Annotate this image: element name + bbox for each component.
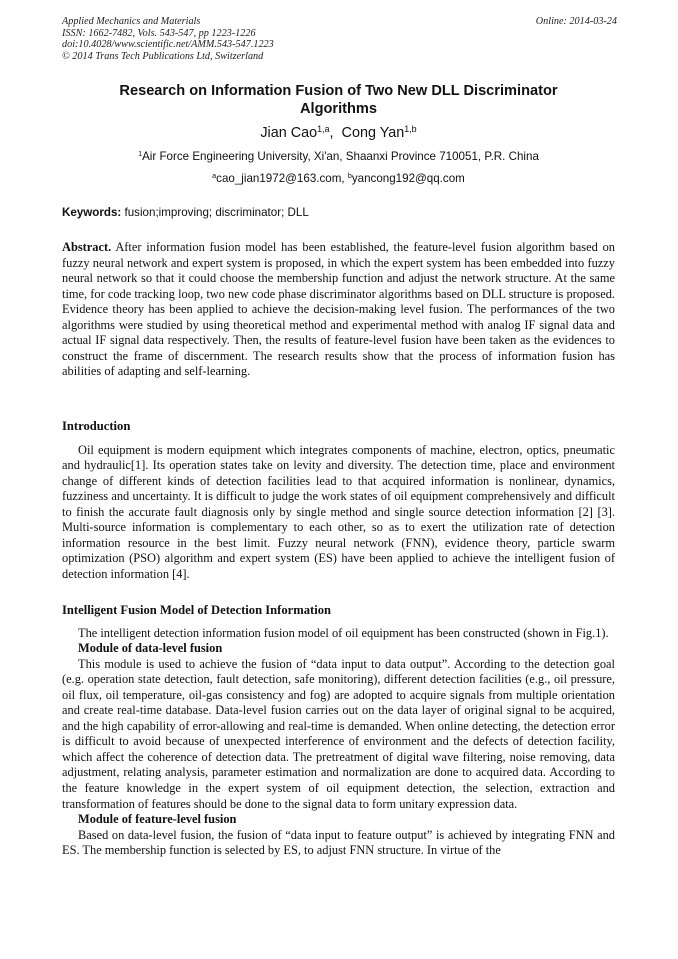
affiliation: [62, 150, 615, 164]
paragraph: The intelligent detection information fusion model of oil equipment has been constructed (shown in Fig.1).: [78, 625, 609, 640]
subsection-heading: Module of data-level fusion: [78, 641, 223, 656]
title-line-1: Research on Information Fusion of Two New DLL Discriminator: [119, 83, 558, 99]
author-affiliation-mark: 1,b: [404, 124, 417, 135]
author-list: [62, 124, 615, 142]
abstract-label: Abstract.: [62, 240, 112, 254]
subsection-heading: Module of feature-level fusion: [78, 812, 237, 827]
author-name: Jian Cao: [260, 125, 318, 141]
paragraph: Oil equipment is modern equipment which integrates components of machine, electron, optics, pneumatic and hydraulic[1]. Its operation states take on levity and diversity. The detection time, place and environment change of different kinds of detection facilities lead to that acquired information is nonlinear, dynamics, fuzziness and uncertainty. It is difficult to judge the work states of oil equipment comprehensively and difficult to finish the accurate fault diagnosis only by single method and single source detection information [2] [3]. Multi-source information is complementary to each other, so as to exert the utilization rate of detection information resource in the best limit. Fuzzy neural network (FNN), evidence theory, particle swarm optimization (PSO) algorithm and expert system (ES) have been applied to achieve the intelligent fusion of detection information [4].: [62, 442, 615, 581]
journal-header: [62, 16, 617, 62]
doi-line: doi:10.4028/www.scientific.net/AMM.543-547.1223: [62, 39, 274, 51]
online-date: Online: 2014-03-24: [535, 16, 617, 27]
introduction-section: [62, 419, 615, 582]
section-heading: Introduction: [62, 419, 131, 433]
issn-line: ISSN: 1662-7482, Vols. 543-547, pp 1223-1226: [62, 27, 256, 39]
journal-name: Applied Mechanics and Materials: [62, 16, 201, 27]
fusion-model-section: [62, 603, 615, 859]
email-mark: a: [212, 171, 217, 181]
author-affiliation-mark: 1,a: [317, 124, 330, 135]
title-line-2: Algorithms: [299, 101, 378, 117]
affiliation-mark: 1: [138, 149, 143, 159]
author-separator: ,: [329, 125, 342, 141]
email-address: cao_jian1972@163.com,: [216, 172, 348, 185]
abstract: [62, 240, 615, 380]
keywords: [62, 206, 615, 220]
copyright-line: © 2014 Trans Tech Publications Ltd, Switzerland: [62, 50, 264, 62]
keywords-label: Keywords:: [62, 206, 122, 219]
section-heading: Intelligent Fusion Model of Detection Information: [62, 603, 331, 617]
abstract-text: After information fusion model has been established, the feature-level fusion algorithm based on fuzzy neural network and expert system is proposed, in which the expert system has been embedded into fuzzy neural network so that it could choose the membership function and adjust the network structure. At the same time, for code tracking loop, two new code phase discriminator algorithms based on DLL structure is proposed. Evidence theory has been applied to achieve the decision-making level fusion. The performances of the two algorithms were studied by using theoretical method and experimental method with analog IF signal data and actual IF signal data respectively. Then, the results of feature-level fusion have been taken as the evidences to construct the frame of discernment. The research results show that the process of information fusion has abilities of adapting and self-learning.: [62, 240, 615, 379]
author-name: Cong Yan: [341, 125, 405, 141]
affiliation-text: Air Force Engineering University, Xi'an, Shaanxi Province 710051, P.R. China: [142, 150, 539, 163]
paragraph: Based on data-level fusion, the fusion of “data input to feature output” is achieved by integrating FNN and ES. The membership function is selected by ES, to adjust FNN structure. In virtue of the: [62, 827, 615, 858]
paragraph: This module is used to achieve the fusion of “data input to data output”. According to the detection goal (e.g. operation state detection, fault detection, safe monitoring), different detection facilities (e.g., oil pressure, oil flux, oil temperature, oil-gas consistency and fog) are adopted to acquire signals from multiple orientation and create real-time database. Data-level fusion carries out on the data layer of original signal to be acquired, and the high capability of error-allowing and real-time is demanded. When online detecting, the detection error is difficult to avoid because of unexpected interference of environment and the defects of detection facility, which affect the coherence of detection data. The pretreatment of digital wave filtering, noise removing, data adjustment, relating analysis, parameter estimation and normalization are done to acquired data. According to the feature knowledge in the expert system of oil equipment detection, the selection, extraction and transformation of features should be done to the signal data to form unitary expression data.: [62, 656, 615, 811]
keywords-text: fusion;improving; discriminator; DLL: [121, 206, 309, 219]
email-address: yancong192@qq.com: [351, 172, 465, 185]
email-mark: b: [347, 171, 352, 181]
paper-title: [62, 82, 615, 118]
email-line: [62, 172, 615, 186]
